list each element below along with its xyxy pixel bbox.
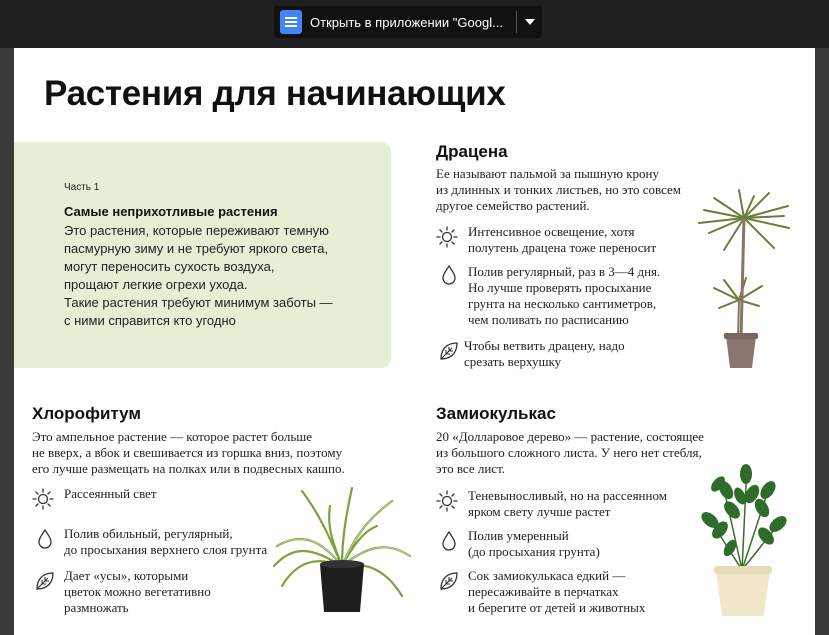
chlorophytum-light-text — [64, 486, 157, 502]
text-line: чем поливать по расписанию — [468, 312, 629, 327]
button-separator — [516, 11, 517, 33]
dracaena-light-text — [468, 224, 656, 256]
chlorophytum-water-text — [64, 526, 267, 558]
leaf-icon — [438, 340, 460, 362]
zamioculcas-plant-image — [692, 460, 792, 620]
chevron-down-icon[interactable] — [525, 19, 535, 25]
dracaena-water-text — [468, 264, 660, 328]
text-line: срезать верхушку — [464, 354, 562, 369]
desc-line: не вверх, а вбок и свешивается из горшка вниз, поэтому — [32, 445, 343, 460]
text-line: Чтобы ветвить драцену, надо — [464, 338, 625, 353]
text-line: до просыхания верхнего слоя грунта — [64, 542, 268, 557]
leaf-icon — [34, 570, 56, 592]
open-in-app-label: Открыть в приложении "Googl... — [310, 14, 503, 30]
text-line: Но лучше проверять просыхание — [468, 280, 652, 295]
text-line: Рассеянный свет — [64, 486, 157, 501]
intro-line: прощают легкие огрехи ухода. — [64, 277, 248, 292]
sun-icon — [436, 226, 458, 248]
intro-line: Такие растения требуют минимум заботы — — [64, 295, 333, 310]
intro-line: с ними справится кто угодно — [64, 313, 236, 328]
part-label: Часть 1 — [64, 182, 100, 193]
desc-line: из большого сложного листа. У него нет стебля, — [436, 445, 702, 460]
intro-line: пасмурную зиму и не требуют яркого света, — [64, 241, 329, 256]
text-line: размножать — [64, 600, 129, 615]
text-line: Дает «усы», которыми — [64, 568, 189, 583]
text-line: ярком свету лучше растет — [468, 504, 611, 519]
desc-line: это все лист. — [436, 461, 506, 476]
text-line: и берегите от детей и животных — [468, 600, 646, 615]
open-in-app-button[interactable] — [274, 6, 542, 38]
zamioculcas-light-text — [468, 488, 667, 520]
document-page — [14, 48, 815, 635]
water-drop-icon — [438, 530, 460, 552]
intro-heading: Самые неприхотливые растения — [64, 204, 278, 219]
water-drop-icon — [34, 528, 56, 550]
backdrop-right — [815, 40, 829, 635]
text-line: Полив умеренный — [468, 528, 569, 543]
chlorophytum-care-text — [64, 568, 211, 616]
desc-line: из длинных и тонких листьев, но это совсем — [436, 182, 682, 197]
text-line: цветок можно вегетативно — [64, 584, 211, 599]
desc-line: его лучше размещать на полках или в подвесных кашпо. — [32, 461, 345, 476]
dracaena-plant-image — [684, 188, 794, 370]
zamioculcas-description — [436, 429, 704, 477]
desc-line: другое семейство растений. — [436, 198, 590, 213]
text-line: пересаживайте в перчатках — [468, 584, 619, 599]
intro-line: Это растения, которые переживают темную — [64, 223, 329, 238]
desc-line: Ее называют пальмой за пышную крону — [436, 166, 660, 181]
chlorophytum-title: Хлорофитум — [32, 404, 141, 423]
intro-line: могут переносить сухость воздуха, — [64, 259, 275, 274]
dracaena-care-text — [464, 338, 625, 370]
text-line: полутень драцена тоже переносит — [468, 240, 657, 255]
chlorophytum-plant-image — [272, 486, 412, 616]
dracaena-title: Драцена — [436, 142, 508, 161]
text-line: (до просыхания грунта) — [468, 544, 600, 559]
water-drop-icon — [438, 264, 460, 286]
sun-icon — [32, 488, 54, 510]
zamioculcas-title: Замиокулькас — [436, 404, 556, 423]
text-line: Полив регулярный, раз в 3—4 дня. — [468, 264, 661, 279]
zamioculcas-care-text — [468, 568, 645, 616]
page-title: Растения для начинающих — [44, 74, 506, 113]
google-docs-icon — [280, 10, 302, 34]
desc-line: Это ампельное растение — которое растет больше — [32, 429, 313, 444]
text-line: Полив обильный, регулярный, — [64, 526, 233, 541]
text-line: грунта на несколько сантиметров, — [468, 296, 657, 311]
desc-line: 20 «Долларовое дерево» — растение, состоящее — [436, 429, 704, 444]
text-line: Интенсивное освещение, хотя — [468, 224, 635, 239]
intro-text — [64, 222, 394, 330]
text-line: Теневыносливый, но на рассеянном — [468, 488, 667, 503]
sun-icon — [436, 490, 458, 512]
text-line: Сок замиокулькаса едкий — — [468, 568, 626, 583]
zamioculcas-water-text — [468, 528, 600, 560]
viewer-toolbar — [0, 0, 829, 48]
leaf-icon — [438, 570, 460, 592]
backdrop-left — [0, 40, 14, 635]
dracaena-description — [436, 166, 681, 214]
chlorophytum-description — [32, 429, 345, 477]
